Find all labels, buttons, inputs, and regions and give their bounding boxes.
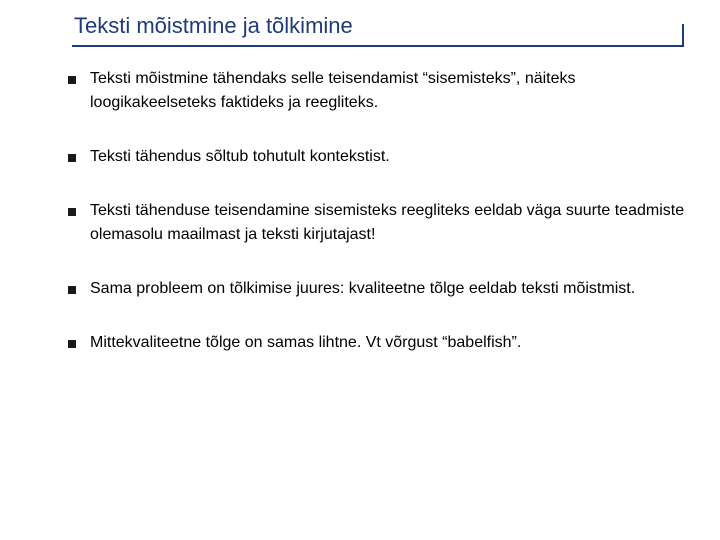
title-underline: [72, 45, 684, 47]
square-bullet-icon: [68, 76, 76, 84]
bullet-item: [66, 67, 696, 115]
square-bullet-icon: [68, 208, 76, 216]
bullet-text: Teksti tähenduse teisendamine sisemisteks reegliteks eeldab väga suurte teadmiste olemasolu maailmast ja teksti kirjutajast!: [90, 202, 685, 243]
title-underline-end-tick: [682, 24, 684, 47]
bullet-item: [66, 331, 696, 355]
bullet-text: Teksti tähendus sõltub tohutult kontekstist.: [90, 148, 390, 165]
square-bullet-icon: [68, 154, 76, 162]
bullet-text: Sama probleem on tõlkimise juures: kvaliteetne tõlge eeldab teksti mõistmist.: [90, 280, 636, 297]
slide-title: Teksti mõistmine ja tõlkimine: [74, 13, 353, 38]
bullet-text: Mittekvaliteetne tõlge on samas lihtne. Vt võrgust “babelfish”.: [90, 334, 522, 351]
bullet-text: Teksti mõistmine tähendaks selle teisendamist “sisemisteks”, näiteks loogikakeelseteks faktideks ja reegliteks.: [90, 70, 576, 111]
square-bullet-icon: [68, 340, 76, 348]
square-bullet-icon: [68, 286, 76, 294]
bullet-item: [66, 277, 696, 301]
bullet-item: [66, 145, 696, 169]
bullet-list: [66, 67, 696, 355]
bullet-item: [66, 199, 696, 247]
